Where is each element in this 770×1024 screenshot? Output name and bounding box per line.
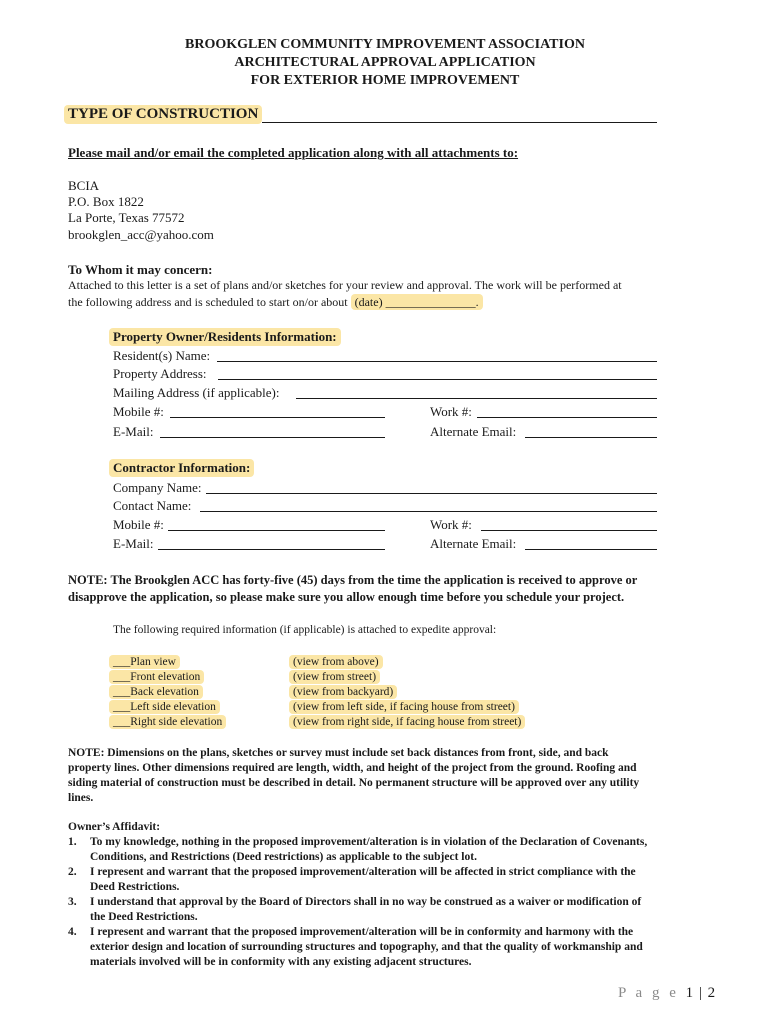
resident-name-field[interactable]	[217, 361, 657, 362]
affidavit-item-number: 4.	[68, 926, 77, 938]
address-email: brookglen_acc@yahoo.com	[68, 227, 214, 242]
affidavit-item-number: 2.	[68, 866, 77, 878]
contact-name-field[interactable]	[200, 511, 657, 512]
page-label: P a g e	[618, 985, 679, 1001]
form-title: ARCHITECTURAL APPROVAL APPLICATION	[234, 55, 536, 70]
contractor-info-heading: Contractor Information:	[109, 459, 254, 477]
required-info-intro: The following required information (if applicable) is attached to expedite approval:	[113, 624, 497, 636]
checklist-desc-front-elevation: (view from street)	[289, 670, 380, 684]
checklist-desc-left-elevation: (view from left side, if facing house from street)	[289, 700, 519, 714]
contact-name-label: Contact Name:	[113, 498, 192, 513]
checklist-item-back-elevation[interactable]: ___Back elevation	[109, 685, 203, 699]
checklist-item-front-elevation[interactable]: ___Front elevation	[109, 670, 204, 684]
start-date-field[interactable]: (date) _______________.	[351, 294, 483, 310]
resident-name-label: Resident(s) Name:	[113, 348, 211, 363]
owner-alt-email-field[interactable]	[525, 437, 657, 438]
form-subtitle: FOR EXTERIOR HOME IMPROVEMENT	[250, 73, 520, 88]
construction-type-label: TYPE OF CONSTRUCTION	[64, 105, 262, 124]
checklist-desc-plan-view: (view from above)	[289, 655, 383, 669]
letter-body-line1: Attached to this letter is a set of plans and/or sketches for your review and approval. The work will be performed at	[68, 278, 622, 292]
property-address-label: Property Address:	[113, 366, 207, 381]
affidavit-item-text: To my knowledge, nothing in the proposed improvement/alteration is in violation of the Declaration of Covenants,	[90, 836, 648, 848]
affidavit-item-text: exterior design and location of surrounding structures and topography, and that the quality of workmanship and	[90, 941, 643, 953]
letter-body-text: the following address and is scheduled to start on/or about	[68, 295, 348, 309]
mailing-address-field[interactable]	[296, 398, 657, 399]
affidavit-item-text: Deed Restrictions.	[90, 881, 180, 893]
company-name-label: Company Name:	[113, 480, 202, 495]
address-name: BCIA	[68, 178, 100, 193]
note-dimensions-line2: property lines. Other dimensions required are length, width, and height of the project from the ground. Roofing and	[68, 762, 637, 774]
owner-alt-email-label: Alternate Email:	[430, 424, 517, 439]
owner-work-field[interactable]	[477, 417, 657, 418]
owner-email-field[interactable]	[160, 437, 385, 438]
property-address-field[interactable]	[218, 379, 657, 380]
owner-mobile-field[interactable]	[170, 417, 385, 418]
form-org-title: BROOKGLEN COMMUNITY IMPROVEMENT ASSOCIATION	[185, 37, 585, 52]
affidavit-item-text: materials involved will be in conformity with any existing adjacent structures.	[90, 956, 472, 968]
letter-salutation: To Whom it may concern:	[68, 262, 213, 277]
checklist-item-plan-view[interactable]: ___Plan view	[109, 655, 180, 669]
checklist-desc-right-elevation: (view from right side, if facing house from street)	[289, 715, 525, 729]
checklist-item-left-elevation[interactable]: ___Left side elevation	[109, 700, 220, 714]
company-name-field[interactable]	[206, 493, 657, 494]
affidavit-item-number: 1.	[68, 836, 77, 848]
construction-type-field[interactable]	[262, 122, 657, 123]
page-number	[618, 985, 716, 1002]
owner-mobile-label: Mobile #:	[113, 404, 164, 419]
page-count: 1 | 2	[685, 985, 717, 1001]
owner-info-heading: Property Owner/Residents Information:	[109, 328, 341, 346]
affidavit-item-text: I represent and warrant that the proposed improvement/alteration will be in conformity and harmony with the	[90, 926, 634, 938]
contractor-email-label: E-Mail:	[113, 536, 154, 551]
affidavit-item-text: I understand that approval by the Board of Directors shall in no way be construed as a waiver or modification of	[90, 896, 642, 908]
note-dimensions-line3: siding material of construction must be described in detail. No permanent structure will be approved over any utility	[68, 777, 640, 789]
contractor-email-field[interactable]	[158, 549, 385, 550]
affidavit-item-number: 3.	[68, 896, 77, 908]
letter-body-line2	[68, 295, 483, 310]
contractor-mobile-field[interactable]	[168, 530, 385, 531]
affidavit-item-text: Conditions, and Restrictions (Deed restrictions) as applicable to the subject lot.	[90, 851, 477, 863]
contractor-work-label: Work #:	[430, 517, 472, 532]
affidavit-item-text: I represent and warrant that the proposed improvement/alteration will be affected in strict compliance with the	[90, 866, 636, 878]
address-city: La Porte, Texas 77572	[68, 210, 185, 225]
note-review-period-line1: NOTE: The Brookglen ACC has forty-five (45) days from the time the application is received to approve or	[68, 573, 638, 587]
owner-work-label: Work #:	[430, 404, 472, 419]
checklist-desc-back-elevation: (view from backyard)	[289, 685, 397, 699]
contractor-alt-email-label: Alternate Email:	[430, 536, 517, 551]
note-review-period-line2: disapprove the application, so please make sure you allow enough time before you schedule your project.	[68, 590, 625, 604]
contractor-mobile-label: Mobile #:	[113, 517, 164, 532]
address-po-box: P.O. Box 1822	[68, 194, 144, 209]
contractor-work-field[interactable]	[481, 530, 657, 531]
note-dimensions-line4: lines.	[68, 792, 94, 804]
contractor-alt-email-field[interactable]	[525, 549, 657, 550]
affidavit-item-text: the Deed Restrictions.	[90, 911, 198, 923]
mailing-address-label: Mailing Address (if applicable):	[113, 385, 280, 400]
checklist-item-right-elevation[interactable]: ___Right side elevation	[109, 715, 226, 729]
owner-email-label: E-Mail:	[113, 424, 154, 439]
note-dimensions-line1: NOTE: Dimensions on the plans, sketches or survey must include set back distances from front, side, and back	[68, 747, 609, 759]
mail-instruction: Please mail and/or email the completed application along with all attachments to:	[68, 145, 519, 160]
affidavit-heading: Owner’s Affidavit:	[68, 821, 161, 833]
